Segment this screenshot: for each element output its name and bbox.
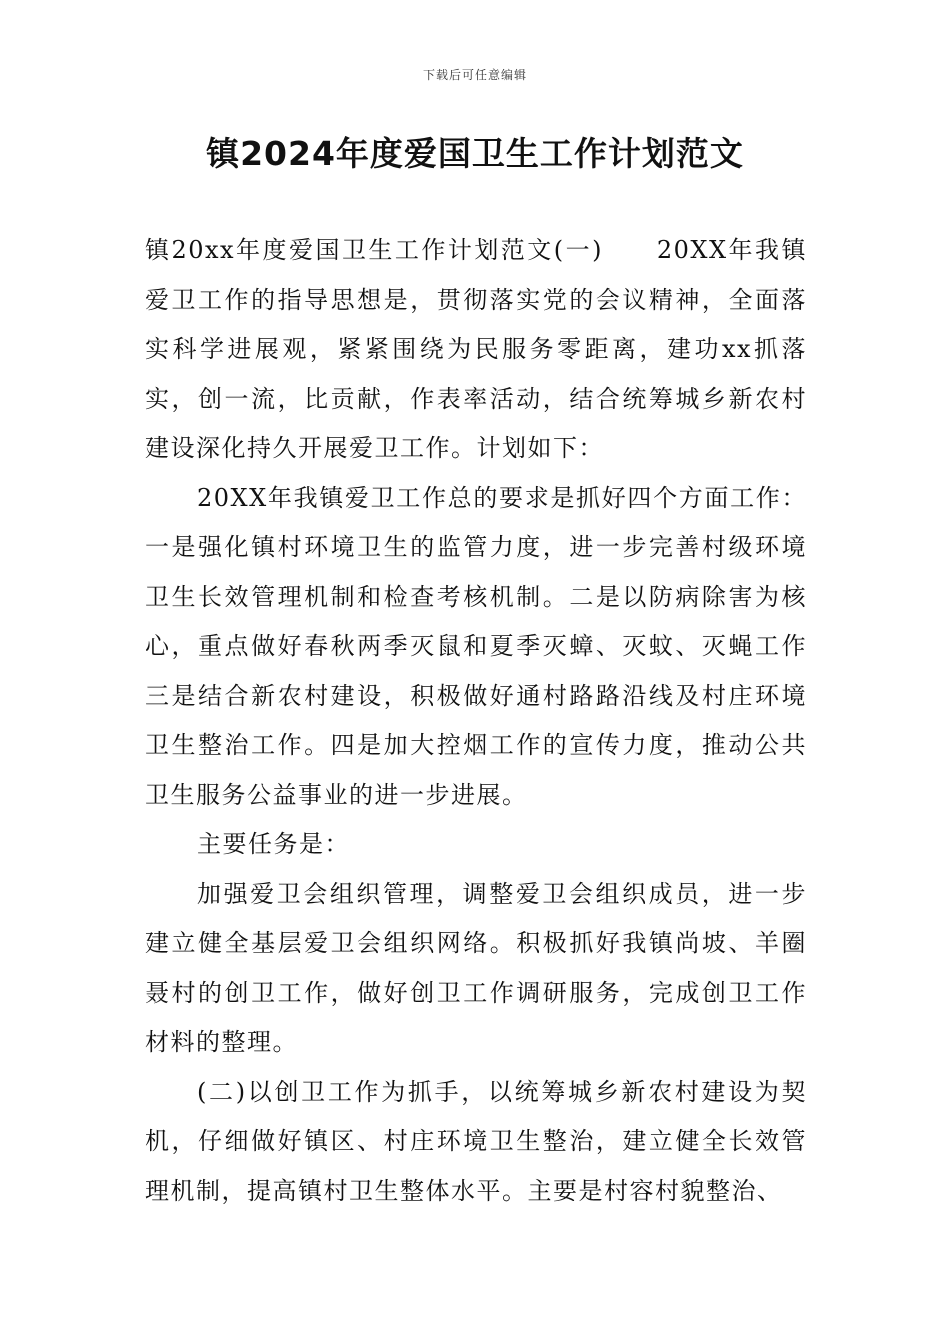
paragraph-main-tasks-heading: 主要任务是： (197, 830, 350, 858)
paragraph-organization: 加强爱卫会组织管理，调整爱卫会组织成员，进一步建立健全基层爱卫会组织网络。积极抓好我镇尚坡、羊圈聂村的创卫工作，做好创卫工作调研服务，完成创卫工作材料的整理。 (145, 879, 807, 1056)
header-note: 下载后可任意编辑 (422, 68, 527, 82)
document-body (145, 226, 807, 1216)
paragraph-sanitation-campaign: (二)以创卫工作为抓手，以统筹城乡新农村建设为契机，仔细做好镇区、村庄环境卫生整治，建立健全长效管理机制，提高镇村卫生整体水平。主要是村容村貌整治、 (145, 1077, 807, 1205)
paragraph-intro: 镇20xx年度爱国卫生工作计划范文(一) 20XX年我镇爱卫工作的指导思想是，贯彻落实党的会议精神，全面落实科学进展观，紧紧围绕为民服务零距离，建功xx抓落实，创一流，比贡献，作表率活动，结合统筹城乡新农村建设深化持久开展爱卫工作。计划如下： (145, 236, 807, 462)
document-title: 镇2024年度爱国卫生工作计划范文 (206, 134, 744, 173)
paragraph-requirements: 20XX年我镇爱卫工作总的要求是抓好四个方面工作：一是强化镇村环境卫生的监管力度，进一步完善村级环境卫生长效管理机制和检查考核机制。二是以防病除害为核心，重点做好春秋两季灭鼠和夏季灭蟑、灭蚊、灭蝇工作三是结合新农村建设，积极做好通村路路沿线及村庄环境卫生整治工作。四是加大控烟工作的宣传力度，推动公共卫生服务公益事业的进一步进展。 (145, 483, 807, 809)
